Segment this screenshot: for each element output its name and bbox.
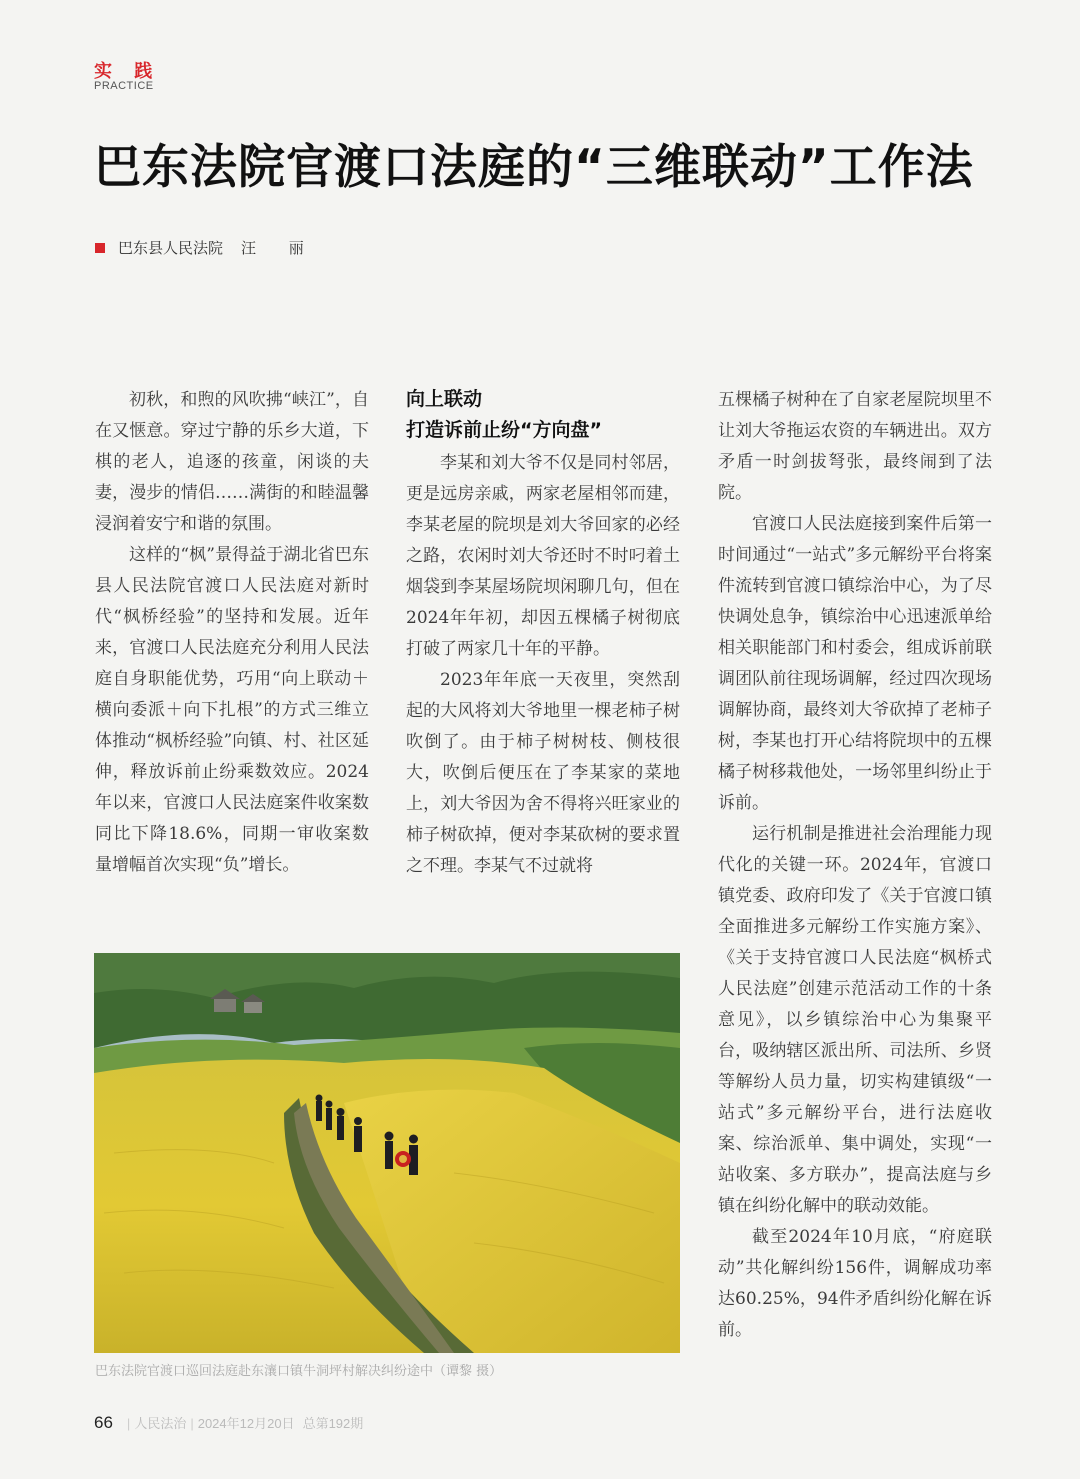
- column-3: [718, 385, 992, 1346]
- paragraph: 官渡口人民法庭接到案件后第一时间通过“一站式”多元解纷平台将案件流转到官渡口镇综治中心，为了尽快调处息争，镇综治中心迅速派单给相关职能部门和村委会，组成诉前联调团队前往现场调解，经过四次现场调解协商，最终刘大爷砍掉了老柿子树，李某也打开心结将院坝中的五棵橘子树移栽他处，一场邻里纠纷止于诉前。: [718, 514, 992, 813]
- photo-caption: 巴东法院官渡口巡回法庭赴东瀼口镇牛洞坪村解决纠纷途中（谭黎 摄）: [95, 1364, 503, 1379]
- footer-separator: |: [126, 1416, 131, 1431]
- section-heading-line-1: 向上联动: [406, 388, 483, 410]
- issue-number: 总第192期: [302, 1416, 364, 1431]
- section-label: 实 践: [94, 61, 161, 82]
- paragraph: 截至2024年10月底，“府庭联动”共化解纠纷156件，调解成功率达60.25%，94件矛盾纠纷化解在诉前。: [718, 1227, 992, 1340]
- page-number: 66: [94, 1413, 113, 1432]
- paragraph: 运行机制是推进社会治理能力现代化的关键一环。2024年，官渡口镇党委、政府印发了《关于官渡口镇全面推进多元解纷工作实施方案》、《关于支持官渡口人民法庭“枫桥式人民法庭”创建示范活动工作的十条意见》，以乡镇综治中心为集聚平台，吸纳辖区派出所、司法所、乡贤等解纷人员力量，切实构建镇级“一站式”多元解纷平台，进行法庭收案、综治派单、集中调处，实现“一站收案、多方联办”，提高法庭与乡镇在纠纷化解中的联动效能。: [718, 824, 992, 1216]
- paragraph: 李某和刘大爷不仅是同村邻居，更是远房亲戚，两家老屋相邻而建，李某老屋的院坝是刘大爷回家的必经之路，农闲时刘大爷还时不时叼着土烟袋到李某屋场院坝闲聊几句，但在2024年年初，却因五棵橘子树彻底打破了两家几十年的平静。: [406, 453, 680, 659]
- byline-organization: 巴东县人民法院: [118, 239, 224, 257]
- red-square-icon: [95, 243, 105, 253]
- byline-author: 汪 丽: [241, 239, 318, 257]
- column-2: [406, 384, 680, 882]
- byline: [95, 237, 318, 258]
- column-1: [95, 385, 369, 881]
- magazine-name: 人民法治: [134, 1416, 187, 1431]
- section-heading: [406, 384, 680, 446]
- article-photo: [94, 953, 680, 1353]
- rice-field-photo: [94, 953, 680, 1353]
- issue-date: 2024年12月20日: [197, 1416, 295, 1431]
- section-label-en: PRACTICE: [94, 80, 154, 92]
- paragraph: 初秋，和煦的风吹拂“峡江”，自在又惬意。穿过宁静的乐乡大道，下棋的老人，追逐的孩童，闲谈的夫妻，漫步的情侣……满街的和睦温馨浸润着安宁和谐的氛围。: [95, 390, 369, 534]
- paragraph: 2023年年底一天夜里，突然刮起的大风将刘大爷地里一棵老柿子树吹倒了。由于柿子树树枝、侧枝很大，吹倒后便压在了李某家的菜地上，刘大爷因为舍不得将兴旺家业的柿子树砍掉，便对李某砍树的要求置之不理。李某气不过就将: [406, 670, 680, 876]
- paragraph: 这样的“枫”景得益于湖北省巴东县人民法院官渡口人民法庭对新时代“枫桥经验”的坚持和发展。近年来，官渡口人民法庭充分利用人民法庭自身职能优势，巧用“向上联动＋横向委派＋向下扎根”的方式三维立体推动“枫桥经验”向镇、村、社区延伸，释放诉前止纷乘数效应。2024年以来，官渡口人民法庭案件收案数同比下降18.6%，同期一审收案数量增幅首次实现“负”增长。: [95, 545, 369, 875]
- page-footer: [94, 1413, 363, 1433]
- footer-separator: |: [190, 1416, 194, 1431]
- paragraph-continued: 五棵橘子树种在了自家老屋院坝里不让刘大爷拖运农资的车辆进出。双方矛盾一时剑拔弩张，最终闹到了法院。: [718, 390, 992, 503]
- section-heading-line-2: 打造诉前止纷“方向盘”: [406, 419, 602, 441]
- article-title: 巴东法院官渡口法庭的“三维联动”工作法: [94, 140, 974, 195]
